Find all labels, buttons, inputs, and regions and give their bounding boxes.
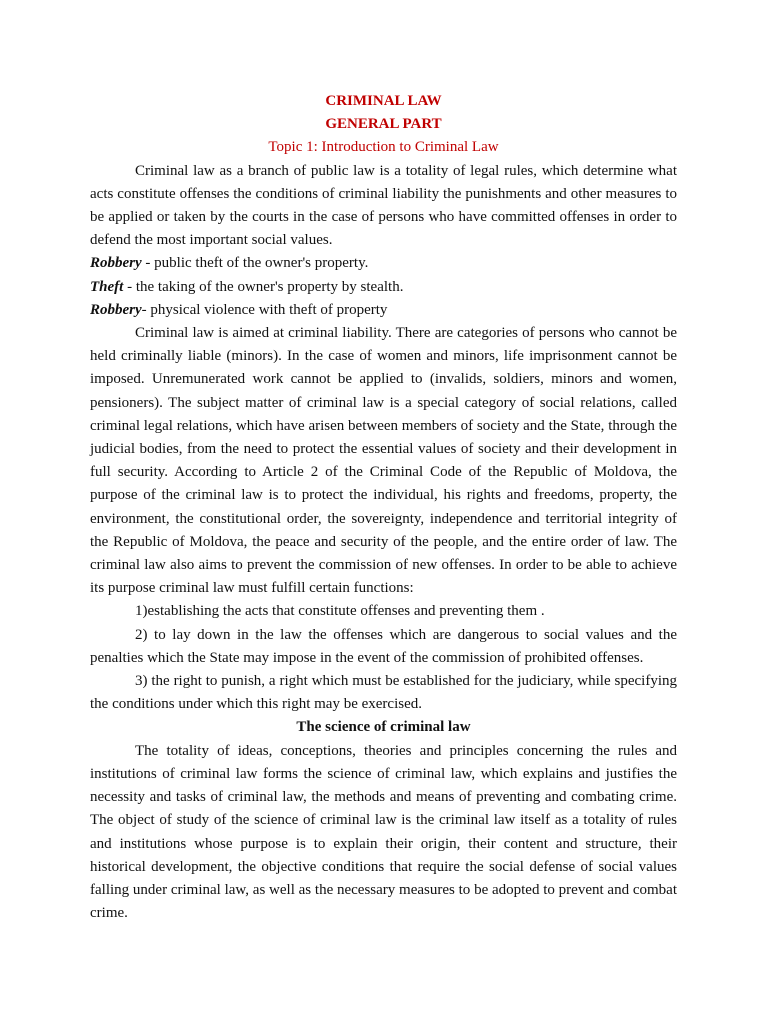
section-heading: The science of criminal law [296, 719, 471, 736]
definition-text: physical violence with theft of property [150, 301, 388, 318]
function-item-3: 3) the right to punish, a right which must be established for the judiciary, while specifying the conditions under which this right may be exercised. [90, 673, 677, 713]
definition-separator: - [141, 301, 151, 318]
science-paragraph: The totality of ideas, conceptions, theories and principles concerning the rules and institutions of criminal law forms the science of criminal law, which explains and justifies the necessity and tasks of criminal law, the methods and means of preventing and combating crime. The object of study of the science of criminal law is the criminal law itself as a totality of rules and institutions whose purpose is to explain their origin, their content and structure, their historical development, the objective conditions that require the social defense of social values falling under criminal law, as well as the necessary measures to be adopted to prevent and combat crime. [90, 742, 677, 922]
document-subtitle: GENERAL PART [325, 116, 442, 133]
definition-robbery-2 [90, 299, 677, 322]
definition-text: the taking of the owner's property by stealth. [135, 278, 404, 295]
definition-theft [90, 276, 677, 299]
document-page [90, 90, 677, 925]
intro-paragraph: Criminal law as a branch of public law is a totality of legal rules, which determine what acts constitute offenses the conditions of criminal liability the punishments and other measures to be applied or taken by the courts in the case of persons who have committed offenses in order to defend the most important social values. [90, 162, 677, 249]
document-title: CRIMINAL LAW [325, 93, 442, 109]
definition-term: Robbery [90, 255, 142, 272]
definition-term: Robbery [90, 301, 142, 318]
function-item-2: 2) to lay down in the law the offenses which are dangerous to social values and the penalties which the State may impose in the event of the commission of prohibited offenses. [90, 626, 677, 666]
liability-paragraph: Criminal law is aimed at criminal liability. There are categories of persons who cannot be held criminally liable (minors). In the case of women and minors, life imprisonment cannot be imposed. Unremunerated work cannot be applied to (invalids, soldiers, minors and women, pensioners). The subject matter of criminal law is a special category of social relations, called criminal legal relations, which have arisen between members of society and the State, through the judicial bodies, from the need to protect the essential values of society and their development in full security. According to Article 2 of the Criminal Code of the Republic of Moldova, the purpose of the criminal law is to protect the individual, his rights and freedoms, property, the environment, the constitutional order, the sovereignty, independence and territorial integrity of the Republic of Moldova, the peace and security of the people, and the entire order of law. The criminal law also aims to prevent the commission of new offenses. In order to be able to achieve its purpose criminal law must fulfill certain functions: [90, 325, 677, 597]
definition-term: Theft [90, 278, 124, 295]
definition-separator: - [141, 255, 155, 272]
function-item-1: 1)establishing the acts that constitute offenses and preventing them . [135, 603, 545, 620]
definition-text: public theft of the owner's property. [154, 255, 369, 272]
definition-robbery-1 [90, 252, 677, 275]
topic-heading: Topic 1: Introduction to Criminal Law [268, 139, 499, 156]
definition-separator: - [123, 278, 136, 295]
